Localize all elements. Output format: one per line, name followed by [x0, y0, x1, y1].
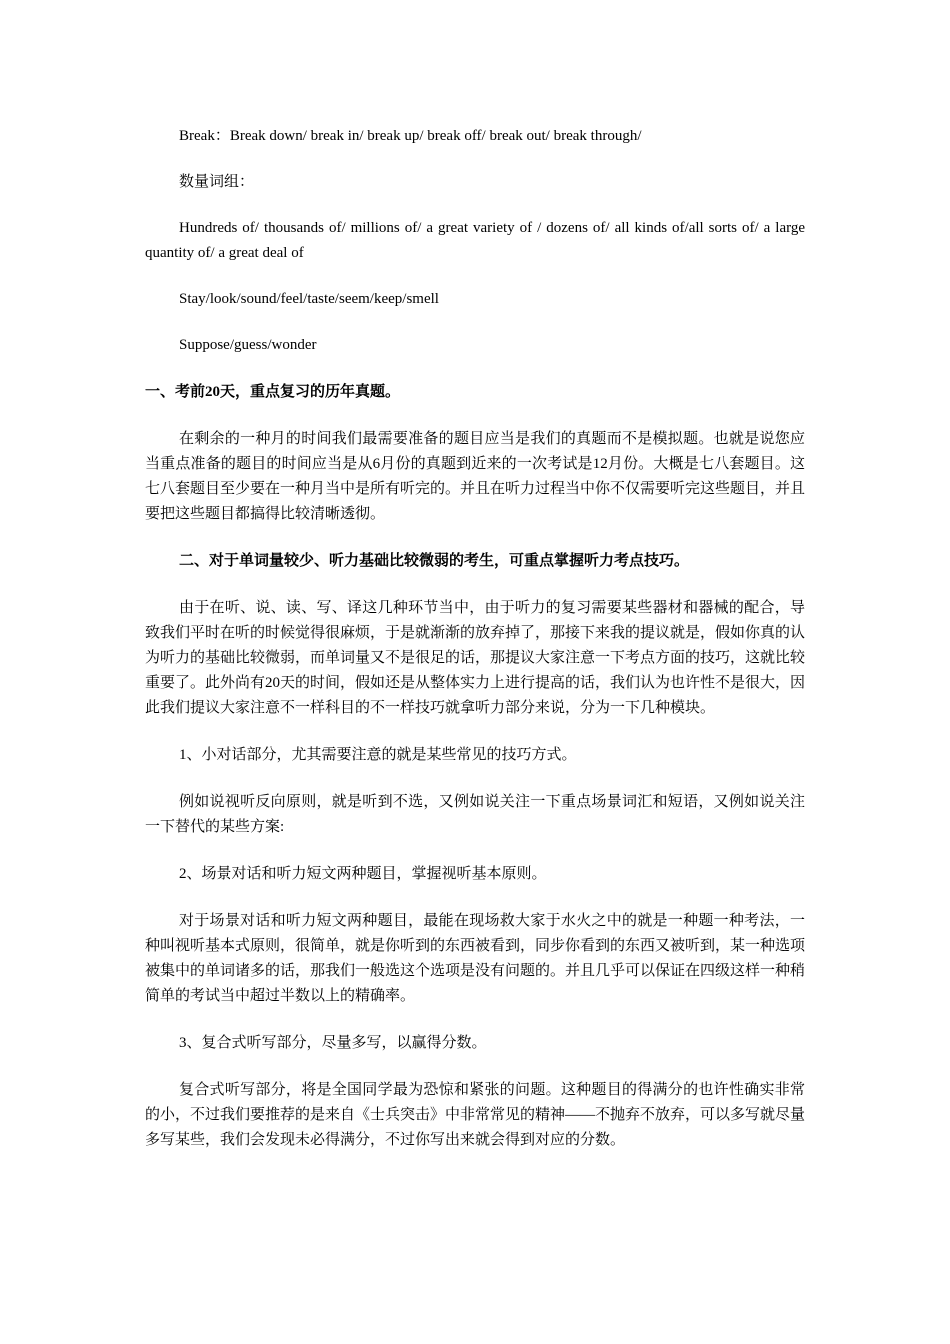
section-heading-1: 一、考前20天，重点复习的历年真题。 — [145, 384, 401, 400]
linking-verbs: Stay/look/sound/feel/taste/seem/keep/smell — [179, 291, 439, 307]
quantity-phrases-heading: 数量词组： — [179, 174, 255, 190]
quantity-phrases: Hundreds of/ thousands of/ millions of/ a great variety of / dozens of/ all kinds of/all sorts of/ a large quantity of/ a great deal of — [145, 220, 805, 261]
item-2-heading: 2、场景对话和听力短文两种题目，掌握视听基本原则。 — [179, 866, 547, 882]
section-2-body: 由于在听、说、读、写、译这几种环节当中，由于听力的复习需要某些器材和器械的配合，导致我们平时在听的时候觉得很麻烦，于是就渐渐的放弃掉了，那接下来我的提议就是，假如你真的认为听力的基础比较微弱，而单词量又不是很足的话，那提议大家注意一下考点方面的技巧，这就比较重要了。此外尚有20天的时间，假如还是从整体实力上进行提高的话，我们认为也许性不是很大，因此我们提议大家注意不一样科目的不一样技巧就拿听力部分来说，分为一下几种模块。 — [145, 600, 806, 716]
section-1-body: 在剩余的一种月的时间我们最需要准备的题目应当是我们的真题而不是模拟题。也就是说您应当重点准备的题目的时间应当是从6月份的真题到近来的一次考试是12月份。大概是七八套题目。这七八套题目至少要在一种月当中是所有听完的。并且在听力过程当中你不仅需要听完这些题目，并且要把这些题目都搞得比较清晰透彻。 — [145, 431, 806, 522]
document-page — [145, 124, 805, 1153]
suppose-verbs: Suppose/guess/wonder — [179, 337, 317, 353]
item-1-body: 例如说视听反向原则，就是听到不选，又例如说关注一下重点场景词汇和短语，又例如说关注一下替代的某些方案: — [145, 794, 805, 835]
break-phrases: Break：Break down/ break in/ break up/ break off/ break out/ break through/ — [179, 128, 642, 144]
section-heading-2: 二、对于单词量较少、听力基础比较微弱的考生，可重点掌握听力考点技巧。 — [179, 553, 690, 569]
item-1-heading: 1、小对话部分，尤其需要注意的就是某些常见的技巧方式。 — [179, 747, 577, 763]
item-3-heading: 3、复合式听写部分，尽量多写，以赢得分数。 — [179, 1035, 487, 1051]
item-3-body: 复合式听写部分，将是全国同学最为恐惊和紧张的问题。这种题目的得满分的也许性确实非常的小，不过我们要推荐的是来自《士兵突击》中非常常见的精神——不抛弃不放弃，可以多写就尽量多写某些，我们会发现未必得满分，不过你写出来就会得到对应的分数。 — [145, 1082, 806, 1148]
item-2-body: 对于场景对话和听力短文两种题目，最能在现场救大家于水火之中的就是一种题一种考法，一种叫视听基本式原则，很简单，就是你听到的东西被看到，同步你看到的东西又被听到，某一种选项被集中的单词诸多的话，那我们一般选这个选项是没有问题的。并且几乎可以保证在四级这样一种稍简单的考试当中超过半数以上的精确率。 — [145, 913, 806, 1004]
